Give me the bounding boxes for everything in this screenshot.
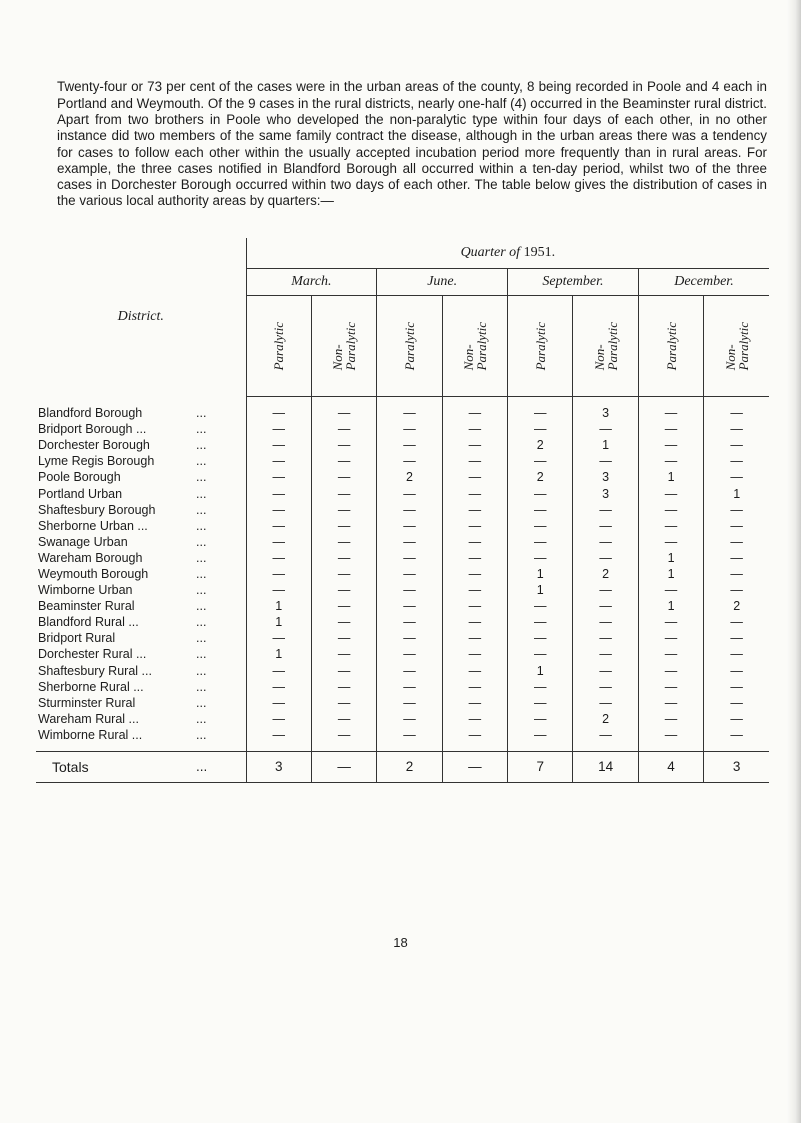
case-count-cell: —	[311, 614, 376, 630]
case-count-cell: —	[377, 646, 442, 662]
case-count-cell: —	[638, 727, 703, 752]
case-count-cell: —	[442, 679, 507, 695]
case-count-cell: —	[638, 630, 703, 646]
district-name: Portland Urban	[38, 486, 123, 501]
case-count-cell: —	[573, 679, 638, 695]
case-count-cell: —	[311, 453, 376, 469]
case-count-cell: —	[246, 534, 311, 550]
case-count-cell: —	[246, 453, 311, 469]
case-count-cell: —	[730, 438, 743, 453]
case-count-cell: —	[311, 437, 376, 453]
case-count-cell: —	[638, 397, 703, 422]
case-count-cell: —	[246, 727, 311, 752]
case-count-cell: —	[246, 421, 311, 437]
table-row	[36, 663, 769, 679]
case-count-cell: —	[730, 679, 743, 694]
case-count-cell: 2	[508, 437, 573, 453]
case-count-cell: 2	[573, 566, 638, 582]
table-row	[36, 598, 769, 614]
case-count-cell: —	[377, 518, 442, 534]
case-count-cell: —	[730, 631, 743, 646]
case-count-cell: —	[311, 534, 376, 550]
case-count-cell: —	[508, 453, 573, 469]
case-count-cell: 2	[377, 469, 442, 485]
leader-dots: ...	[184, 453, 246, 469]
leader-dots: ...	[184, 711, 246, 727]
district-name: Blandford Rural ...	[38, 615, 139, 630]
case-count-cell: —	[311, 397, 376, 422]
district-name: Blandford Borough	[38, 405, 143, 420]
case-count-cell: —	[246, 485, 311, 501]
case-count-cell: —	[508, 614, 573, 630]
case-count-cell: 1	[508, 566, 573, 582]
case-count-cell: —	[311, 582, 376, 598]
total-cell: 3	[246, 751, 311, 782]
case-count-cell: 1	[246, 646, 311, 662]
table-row	[36, 727, 769, 752]
case-count-cell: —	[311, 598, 376, 614]
case-count-cell: —	[508, 534, 573, 550]
case-count-cell: —	[730, 695, 743, 710]
month-header: June.	[377, 269, 508, 296]
case-count-cell: —	[573, 630, 638, 646]
case-count-cell: —	[311, 727, 376, 752]
case-count-cell: 2	[573, 711, 638, 727]
case-count-cell: —	[508, 550, 573, 566]
district-name: Weymouth Borough	[38, 566, 149, 581]
case-count-cell: —	[442, 518, 507, 534]
case-count-cell: —	[730, 518, 743, 533]
case-count-cell: —	[573, 614, 638, 630]
leader-dots: ...	[184, 502, 246, 518]
case-count-cell: —	[311, 695, 376, 711]
case-count-cell: 3	[573, 397, 638, 422]
case-count-cell: —	[638, 437, 703, 453]
case-count-cell: —	[311, 469, 376, 485]
case-count-cell: —	[573, 421, 638, 437]
case-count-cell: —	[377, 397, 442, 422]
case-count-cell: —	[442, 550, 507, 566]
district-name: Bridport Rural	[38, 631, 116, 646]
case-count-cell: 1	[246, 614, 311, 630]
case-count-cell: —	[730, 470, 743, 485]
case-count-cell: 1	[638, 566, 703, 582]
leader-dots: ...	[184, 550, 246, 566]
leader-dots: ...	[184, 469, 246, 485]
leader-dots: ...	[184, 437, 246, 453]
district-name: Shaftesbury Rural ...	[38, 663, 152, 678]
case-count-cell: —	[573, 695, 638, 711]
case-count-cell: 1	[573, 437, 638, 453]
district-name: Lyme Regis Borough	[38, 454, 155, 469]
table-row	[36, 711, 769, 727]
case-count-cell: —	[311, 485, 376, 501]
total-cell: —	[311, 751, 376, 782]
case-count-cell: —	[442, 646, 507, 662]
table-row	[36, 679, 769, 695]
leader-dots: ...	[184, 485, 246, 501]
case-count-cell: —	[377, 630, 442, 646]
case-count-cell: —	[377, 679, 442, 695]
table-row	[36, 437, 769, 453]
case-count-cell: —	[246, 630, 311, 646]
case-count-cell: —	[573, 582, 638, 598]
type-header: Paralytic	[638, 296, 703, 397]
case-count-cell: —	[730, 647, 743, 662]
table-row	[36, 582, 769, 598]
table-row	[36, 518, 769, 534]
type-header: Paralytic	[246, 296, 311, 397]
district-name: Dorchester Rural ...	[38, 647, 147, 662]
case-count-cell: —	[573, 598, 638, 614]
type-header: Paralytic	[508, 296, 573, 397]
case-count-cell: —	[638, 646, 703, 662]
table-row	[36, 453, 769, 469]
type-header: Non- Paralytic	[311, 296, 376, 397]
case-count-cell: 1	[733, 486, 741, 501]
district-name: Wareham Rural ...	[38, 711, 139, 726]
case-count-cell: —	[573, 518, 638, 534]
case-count-cell: —	[246, 695, 311, 711]
case-count-cell: —	[311, 550, 376, 566]
type-header: Paralytic	[377, 296, 442, 397]
table-row	[36, 469, 769, 485]
case-count-cell: —	[442, 502, 507, 518]
case-count-cell: —	[508, 711, 573, 727]
leader-dots: ...	[184, 646, 246, 662]
table-row	[36, 614, 769, 630]
case-count-cell: —	[638, 453, 703, 469]
total-cell: 14	[573, 751, 638, 782]
case-count-cell: —	[377, 566, 442, 582]
total-cell: —	[442, 751, 507, 782]
district-name: Dorchester Borough	[38, 438, 150, 453]
leader-dots: ...	[184, 566, 246, 582]
case-count-cell: —	[573, 550, 638, 566]
case-count-cell: —	[442, 663, 507, 679]
total-cell: 2	[377, 751, 442, 782]
case-count-cell: —	[246, 397, 311, 422]
case-count-cell: —	[730, 422, 743, 437]
table-row	[36, 550, 769, 566]
case-count-cell: —	[377, 453, 442, 469]
intro-paragraph: Twenty-four or 73 per cent of the cases were in the urban areas of the county, 8 being recorded in Poole and 4 each in Portland and Weymouth. Of the 9 cases in the rural districts, nearly one-half (4) occurred in the Beaminster rural district. Apart from two brothers in Poole who developed the non-paralytic type within four days of each other, in no other instance did two members of the same family contract the disease, although in the urban areas there was a tendency for cases to follow each other within the usually accepted incubation period more frequently than in rural areas. For example, the three cases notified in Blandford Borough all occurred within a ten-day period, whilst two of the three cases in Dorchester Borough occurred within two days of each other. The table below gives the distribution of cases in the various local authority areas by quarters:—	[57, 79, 767, 209]
table-row	[36, 534, 769, 550]
case-count-cell: —	[377, 534, 442, 550]
district-name: Swanage Urban	[38, 534, 128, 549]
total-cell: 7	[508, 751, 573, 782]
table-row	[36, 695, 769, 711]
district-name: Wimborne Urban	[38, 583, 133, 598]
case-count-cell: —	[638, 614, 703, 630]
district-name: Sturminster Rural	[38, 695, 136, 710]
leader-dots: ...	[184, 598, 246, 614]
district-name: Poole Borough	[38, 470, 121, 485]
case-count-cell: 1	[638, 598, 703, 614]
case-count-cell: —	[442, 630, 507, 646]
leader-dots: ...	[184, 534, 246, 550]
month-header: December.	[638, 269, 769, 296]
case-count-cell: —	[573, 534, 638, 550]
case-count-cell: 1	[508, 663, 573, 679]
case-count-cell: —	[442, 453, 507, 469]
case-count-cell: —	[638, 502, 703, 518]
case-count-cell: —	[377, 695, 442, 711]
case-count-cell: —	[377, 485, 442, 501]
case-count-cell: —	[730, 534, 743, 549]
case-count-cell: —	[508, 421, 573, 437]
month-header: September.	[508, 269, 639, 296]
case-count-cell: —	[730, 711, 743, 726]
district-name: Beaminster Rural	[38, 599, 135, 614]
cases-by-quarter-table	[36, 238, 769, 783]
district-name: Sherborne Urban ...	[38, 518, 148, 533]
case-count-cell: —	[246, 502, 311, 518]
case-count-cell: —	[311, 421, 376, 437]
case-count-cell: —	[442, 397, 507, 422]
case-count-cell: —	[442, 437, 507, 453]
case-count-cell: —	[246, 566, 311, 582]
case-count-cell: 2	[733, 599, 741, 614]
case-count-cell: —	[638, 695, 703, 711]
case-count-cell: —	[377, 550, 442, 566]
case-count-cell: —	[508, 502, 573, 518]
table-row	[36, 502, 769, 518]
leader-dots: ...	[184, 397, 246, 422]
total-cell: 3	[704, 751, 769, 782]
case-count-cell: 1	[508, 582, 573, 598]
case-count-cell: —	[638, 582, 703, 598]
case-count-cell: —	[730, 727, 743, 742]
page-number: 18	[393, 935, 408, 950]
leader-dots: ...	[184, 582, 246, 598]
total-cell: 4	[638, 751, 703, 782]
leader-dots: ...	[184, 727, 246, 752]
case-count-cell: 3	[573, 469, 638, 485]
case-count-cell: —	[377, 598, 442, 614]
case-count-cell: —	[508, 518, 573, 534]
case-count-cell: —	[638, 534, 703, 550]
case-count-cell: —	[442, 582, 507, 598]
district-name: Shaftesbury Borough	[38, 502, 156, 517]
case-count-cell: —	[377, 421, 442, 437]
case-count-cell: —	[638, 421, 703, 437]
leader-dots: ...	[184, 679, 246, 695]
case-count-cell: —	[508, 695, 573, 711]
table-row	[36, 566, 769, 582]
district-name: Wimborne Rural ...	[38, 727, 143, 742]
case-count-cell: —	[442, 534, 507, 550]
case-count-cell: —	[246, 469, 311, 485]
case-count-cell: —	[311, 711, 376, 727]
case-count-cell: —	[508, 679, 573, 695]
case-count-cell: —	[311, 566, 376, 582]
leader-dots: ...	[184, 663, 246, 679]
case-count-cell: —	[311, 663, 376, 679]
case-count-cell: —	[638, 518, 703, 534]
leader-dots: ...	[184, 518, 246, 534]
case-count-cell: —	[508, 397, 573, 422]
case-count-cell: —	[573, 663, 638, 679]
leader-dots: ...	[184, 751, 246, 782]
case-count-cell: —	[442, 614, 507, 630]
table-row	[36, 397, 769, 422]
case-count-cell: —	[246, 711, 311, 727]
case-count-cell: —	[442, 566, 507, 582]
case-count-cell: —	[730, 406, 743, 421]
district-name: Sherborne Rural ...	[38, 679, 144, 694]
case-count-cell: —	[730, 566, 743, 581]
case-count-cell: 3	[573, 485, 638, 501]
case-count-cell: —	[508, 598, 573, 614]
case-count-cell: —	[730, 502, 743, 517]
type-header: Non- Paralytic	[704, 296, 769, 397]
case-count-cell: —	[442, 598, 507, 614]
case-count-cell: —	[246, 518, 311, 534]
case-count-cell: —	[442, 727, 507, 752]
district-name: Bridport Borough ...	[38, 422, 147, 437]
case-count-cell: —	[311, 646, 376, 662]
case-count-cell: —	[638, 663, 703, 679]
case-count-cell: —	[638, 485, 703, 501]
case-count-cell: —	[377, 727, 442, 752]
table-row	[36, 646, 769, 662]
district-header: District.	[36, 238, 246, 397]
case-count-cell: —	[311, 518, 376, 534]
month-header: March.	[246, 269, 377, 296]
case-count-cell: —	[246, 550, 311, 566]
case-count-cell: —	[442, 695, 507, 711]
case-count-cell: —	[246, 437, 311, 453]
case-count-cell: —	[730, 454, 743, 469]
quarter-header: Quarter of 1951.	[246, 238, 769, 269]
case-count-cell: —	[311, 679, 376, 695]
case-count-cell: —	[730, 550, 743, 565]
case-count-cell: —	[442, 421, 507, 437]
case-count-cell: 1	[246, 598, 311, 614]
totals-label: Totals	[36, 751, 184, 782]
leader-dots: ...	[184, 614, 246, 630]
case-count-cell: —	[246, 663, 311, 679]
case-count-cell: —	[508, 630, 573, 646]
case-count-cell: —	[311, 630, 376, 646]
case-count-cell: —	[573, 502, 638, 518]
case-count-cell: —	[377, 663, 442, 679]
case-count-cell: —	[377, 502, 442, 518]
case-count-cell: —	[508, 646, 573, 662]
leader-dots: ...	[184, 421, 246, 437]
case-count-cell: 1	[638, 550, 703, 566]
case-count-cell: —	[377, 614, 442, 630]
case-count-cell: —	[377, 711, 442, 727]
case-count-cell: —	[730, 663, 743, 678]
case-count-cell: —	[442, 485, 507, 501]
type-header: Non- Paralytic	[442, 296, 507, 397]
totals-row	[36, 751, 769, 782]
case-count-cell: —	[311, 502, 376, 518]
type-header: Non- Paralytic	[573, 296, 638, 397]
leader-dots: ...	[184, 630, 246, 646]
table-row	[36, 421, 769, 437]
case-count-cell: —	[508, 485, 573, 501]
case-count-cell: —	[377, 582, 442, 598]
case-count-cell: —	[573, 727, 638, 752]
case-count-cell: —	[246, 582, 311, 598]
leader-dots: ...	[184, 695, 246, 711]
case-count-cell: —	[377, 437, 442, 453]
case-count-cell: —	[573, 453, 638, 469]
case-count-cell: —	[508, 727, 573, 752]
table-row	[36, 630, 769, 646]
case-count-cell: —	[246, 679, 311, 695]
case-count-cell: —	[573, 646, 638, 662]
district-name: Wareham Borough	[38, 550, 143, 565]
case-count-cell: 1	[638, 469, 703, 485]
case-count-cell: —	[638, 679, 703, 695]
case-count-cell: —	[638, 711, 703, 727]
case-count-cell: —	[442, 711, 507, 727]
case-count-cell: —	[442, 469, 507, 485]
scan-edge-shadow	[787, 0, 801, 1123]
case-count-cell: 2	[508, 469, 573, 485]
case-count-cell: —	[730, 583, 743, 598]
case-count-cell: —	[730, 615, 743, 630]
table-row	[36, 485, 769, 501]
